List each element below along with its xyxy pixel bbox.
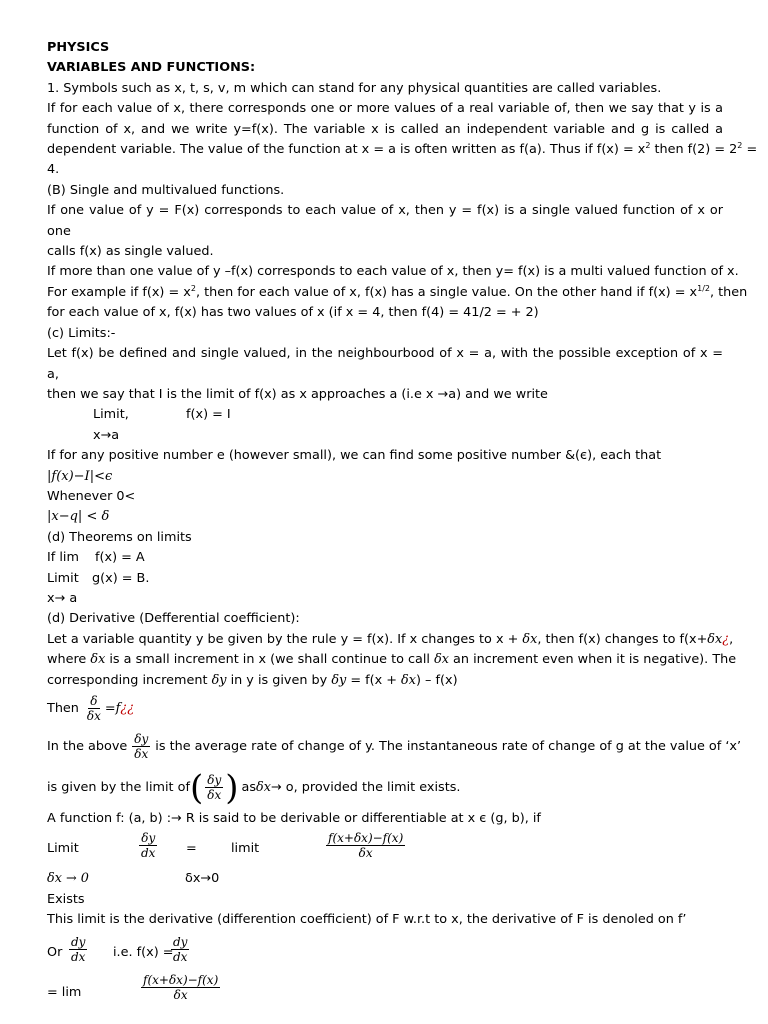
- para-epsilon: If for any positive number e (however small), we can find some positive number &(є), each that: [47, 448, 662, 464]
- para-derivative-def: This limit is the derivative (differention coefficient) of F w.r.t to x, the derivative of F is denoled on f’: [47, 912, 687, 928]
- para-function-l1: If for each value of x, there corresponds one or more values of a real variable of, then we say that y is a: [47, 101, 723, 117]
- heading-derivative: (d) Derivative (Defferential coefficient):: [47, 611, 300, 627]
- para-function-l4: 4.: [47, 162, 60, 178]
- para-example-l1: For example if $f(x) = x^2$, then for each value of x, f(x) has a single value. On the other hand if $f(x) = x^{1/2}$, then: [47, 283, 748, 300]
- abs-inequality-1: |f(x)−I|<ϵ: [47, 468, 113, 484]
- limit-subscript: x→a: [93, 427, 120, 443]
- exists-text: Exists: [47, 891, 85, 907]
- whenever-text: Whenever 0<: [47, 488, 136, 504]
- para-example-l2: for each value of x, f(x) has two values of x (if x = 4, then f(4) = 41/2 = + 2): [47, 305, 539, 321]
- para-function-l2: function of x, and we write y=f(x). The variable x is called an independent variable and g is called a: [47, 121, 723, 137]
- para-single-l2: calls f(x) as single valued.: [47, 244, 214, 260]
- limit-given-line: is given by the limit of ( $\frac{\delta y}{\delta x}$ ) as δx → o, provided the limit exists.: [47, 767, 461, 808]
- para-variables: 1. Symbols such as x, t, s, v, m which can stand for any physical quantities are called variables.: [47, 80, 662, 96]
- para-limits-l2: then we say that I is the limit of f(x) as x approaches a (i.e x →a) and we write: [47, 386, 548, 402]
- paren-fraction: ( $\frac{\delta y}{\delta x}$ ): [189, 767, 239, 808]
- limit-definition-sub: δx → 0 δx→0: [47, 871, 220, 887]
- para-differentiable: A function f: (a, b) :→ R is said to be derivable or differentiable at x є (g, b), if: [47, 810, 541, 826]
- limit-expression: [47, 405, 723, 425]
- limit-fx: f(x) = I: [186, 407, 231, 423]
- fraction-dy-dx: $\frac{\delta y}{\delta x}$: [134, 732, 149, 762]
- para-derivative-l1: Let a variable quantity y be given by the rule y = f(x). If x changes to x + δx, then f(x) changes to f(x+δx¿,: [47, 631, 734, 647]
- fraction-delta: $\frac{\delta}{\delta x}$: [86, 694, 101, 724]
- then-expression: Then $\frac{\delta}{\delta x}$ = f ¿¿: [47, 694, 135, 724]
- derivative-limit-row: = lim $\frac{f(x+\delta x)-f(x)}{\delta x}$: [47, 972, 219, 1002]
- para-limits-l1: Let f(x) be defined and single valued, in the neighbourbood of x = a, with the possible exception of x = a,: [47, 346, 723, 382]
- para-derivative-l2: where δx is a small increment in x (we shall continue to call δx an increment even when it is negative). The: [47, 652, 737, 668]
- para-function-l3: dependent variable. The value of the function at x = a is often written as f(a). Thus if $f(x) = x^2$ then $f(2) = 2^2$ =: [47, 141, 758, 158]
- limit-word: Limit,: [93, 407, 129, 423]
- para-derivative-l3: corresponding increment δy in y is given by δy = f(x + δx) – f(x): [47, 672, 458, 688]
- document-body: [47, 38, 758, 1011]
- heading-limits: (c) Limits:-: [47, 325, 116, 341]
- derivative-notation-row: Or $\frac{dy}{dx}$ i.e. f(x) = $\frac{dy}{dx}$: [47, 934, 188, 964]
- heading-single-multi: (B) Single and multivalued functions.: [47, 182, 285, 198]
- heading-variables: VARIABLES AND FUNCTIONS:: [47, 60, 256, 76]
- theorem-row-2: Limit g(x) = B.: [47, 570, 150, 586]
- theorem-row-1: If lim f(x) = A: [47, 550, 145, 566]
- heading-theorems: (d) Theorems on limits: [47, 529, 192, 545]
- average-rate-line: In the above $\frac{\delta y}{\delta x}$ is the average rate of change of y. The instantaneous rate of change of g at the value of ‘x’: [47, 732, 742, 762]
- para-single-l1: If one value of y = F(x) corresponds to each value of x, then y = f(x) is a single valued function of x or one: [47, 203, 723, 239]
- heading-physics: PHYSICS: [47, 40, 110, 55]
- abs-inequality-2: |x−q| < δ: [47, 509, 110, 525]
- para-multi-l1: If more than one value of y –f(x) corresponds to each value of x, then y= f(x) is a multi valued function of x.: [47, 264, 739, 280]
- theorem-row-3: x→ a: [47, 590, 78, 606]
- limit-definition-row: Limit $\frac{\delta y}{dx}$ = limit $\frac{f(x+\delta x)-f(x)}{\delta x}$: [47, 831, 404, 861]
